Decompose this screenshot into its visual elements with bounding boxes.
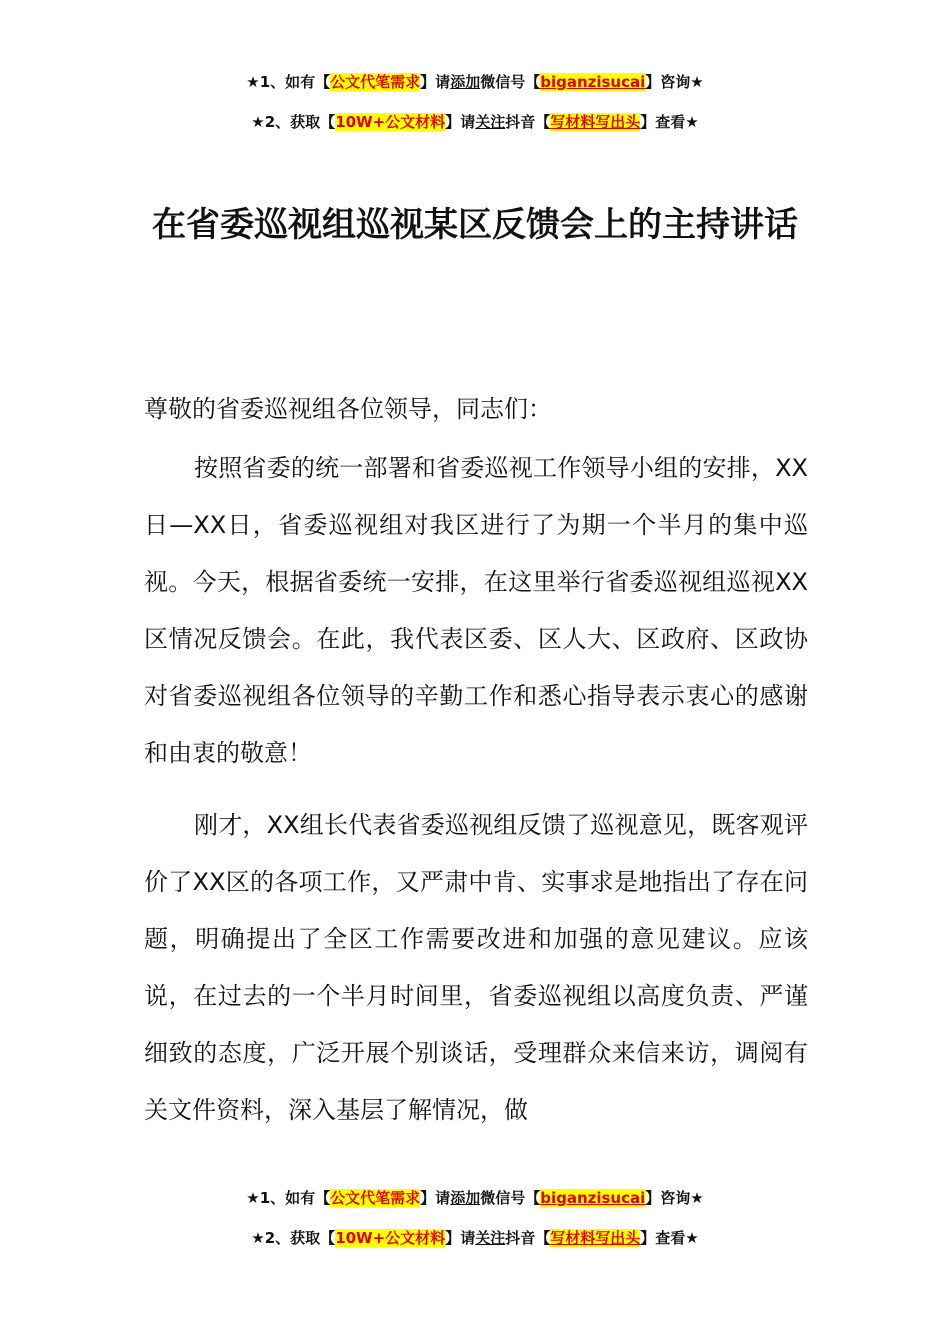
banner-highlight: 10W+公文材料: [335, 113, 446, 131]
banner-underline-text: 添加: [450, 1189, 481, 1207]
bottom-banner-line-2: [0, 1228, 950, 1248]
top-banner-line-1: [0, 72, 950, 92]
banner-text: ★2、获取【: [251, 1229, 336, 1247]
banner-text: 】请: [420, 1189, 451, 1207]
banner-text: 】咨询★: [645, 73, 704, 91]
banner-highlight: 公文代笔需求: [330, 73, 421, 91]
banner-text: 】请: [420, 73, 451, 91]
banner-text: ★1、如有【: [246, 73, 331, 91]
body-paragraph-1: 按照省委的统一部署和省委巡视工作领导小组的安排，XX日—XX日，省委巡视组对我区进行了为期一个半月的集中巡视。今天，根据省委统一安排，在这里举行省委巡视组巡视XX区情况反馈会。在此，我代表区委、区人大、区政府、区政协对省委巡视组各位领导的辛勤工作和悉心指导表示衷心的感谢和由衷的敬意！: [144, 454, 808, 767]
banner-underline-text: 关注: [475, 1229, 506, 1247]
banner-text: ★2、获取【: [251, 113, 336, 131]
banner-douyin-id: 写材料写出头: [550, 113, 641, 131]
banner-text: 抖音【: [505, 1229, 551, 1247]
body-paragraph-2: 刚才，XX组长代表省委巡视组反馈了巡视意见，既客观评价了XX区的各项工作，又严肃中肯、实事求是地指出了存在问题，明确提出了全区工作需要改进和加强的意见建议。应该说，在过去的一个半月时间里，省委巡视组以高度负责、严谨细致的态度，广泛开展个别谈话，受理群众来信来访，调阅有关文件资料，深入基层了解情况，做: [144, 811, 808, 1124]
banner-douyin-id: 写材料写出头: [550, 1229, 641, 1247]
banner-wechat-id: biganzisucai: [540, 73, 646, 91]
banner-text: ★1、如有【: [246, 1189, 331, 1207]
banner-text: 微信号【: [480, 73, 541, 91]
banner-underline-text: 添加: [450, 73, 481, 91]
document-title: 在省委巡视组巡视某区反馈会上的主持讲话: [152, 205, 798, 245]
banner-text: 抖音【: [505, 113, 551, 131]
top-banner-line-2: [0, 112, 950, 132]
salutation: 尊敬的省委巡视组各位领导，同志们：: [144, 395, 552, 423]
banner-underline-text: 关注: [475, 113, 506, 131]
banner-text: 微信号【: [480, 1189, 541, 1207]
banner-text: 】请: [445, 113, 476, 131]
banner-text: 】查看★: [640, 113, 699, 131]
banner-text: 】请: [445, 1229, 476, 1247]
banner-text: 】查看★: [640, 1229, 699, 1247]
banner-highlight: 10W+公文材料: [335, 1229, 446, 1247]
banner-wechat-id: biganzisucai: [540, 1189, 646, 1207]
bottom-banner-line-1: [0, 1188, 950, 1208]
banner-highlight: 公文代笔需求: [330, 1189, 421, 1207]
banner-text: 】咨询★: [645, 1189, 704, 1207]
